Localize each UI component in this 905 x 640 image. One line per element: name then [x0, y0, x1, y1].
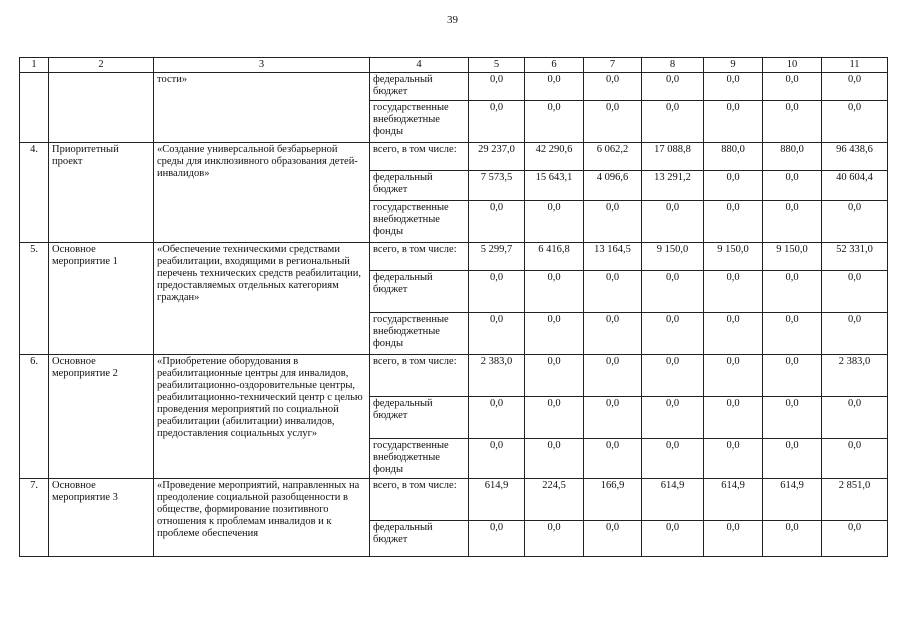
- value-cell: 0,0: [763, 439, 822, 479]
- value-cell: 0,0: [469, 397, 525, 439]
- value-cell: 0,0: [642, 355, 704, 397]
- value-cell: 4 096,6: [584, 171, 642, 201]
- value-cell: 614,9: [469, 479, 525, 521]
- value-cell: 0,0: [822, 313, 888, 355]
- funding-source: государственные внебюджетные фонды: [370, 101, 469, 143]
- value-cell: 0,0: [822, 521, 888, 557]
- value-cell: 0,0: [642, 101, 704, 143]
- value-cell: 0,0: [822, 201, 888, 243]
- value-cell: 0,0: [525, 73, 584, 101]
- value-cell: 0,0: [763, 73, 822, 101]
- value-cell: 166,9: [584, 479, 642, 521]
- value-cell: 0,0: [822, 397, 888, 439]
- value-cell: 0,0: [763, 101, 822, 143]
- value-cell: 0,0: [704, 313, 763, 355]
- funding-source: федеральный бюджет: [370, 73, 469, 101]
- value-cell: 0,0: [525, 101, 584, 143]
- value-cell: 0,0: [642, 313, 704, 355]
- column-number: 9: [704, 58, 763, 73]
- value-cell: 0,0: [704, 101, 763, 143]
- table-row: [20, 355, 888, 397]
- funding-source: государственные внебюджетные фонды: [370, 439, 469, 479]
- item-description: «Обеспечение техническими средствами реабилитации, входящими в региональный перечень технических средств реабилитации, предоставляемых отдельных категориям граждан»: [154, 243, 370, 355]
- value-cell: 0,0: [642, 201, 704, 243]
- item-type: [49, 73, 154, 143]
- value-cell: 0,0: [763, 355, 822, 397]
- value-cell: 29 237,0: [469, 143, 525, 171]
- item-description: тости»: [154, 73, 370, 143]
- value-cell: 0,0: [704, 201, 763, 243]
- value-cell: 0,0: [584, 201, 642, 243]
- table-row: [20, 479, 888, 521]
- value-cell: 5 299,7: [469, 243, 525, 271]
- value-cell: 2 851,0: [822, 479, 888, 521]
- value-cell: 17 088,8: [642, 143, 704, 171]
- funding-source: всего, в том числе:: [370, 355, 469, 397]
- value-cell: 0,0: [642, 73, 704, 101]
- column-number: 6: [525, 58, 584, 73]
- value-cell: 0,0: [584, 73, 642, 101]
- table-row: [20, 73, 888, 101]
- value-cell: 0,0: [469, 271, 525, 313]
- value-cell: 42 290,6: [525, 143, 584, 171]
- value-cell: 0,0: [525, 201, 584, 243]
- column-number: 4: [370, 58, 469, 73]
- value-cell: 0,0: [525, 355, 584, 397]
- value-cell: 0,0: [704, 521, 763, 557]
- value-cell: 0,0: [525, 521, 584, 557]
- value-cell: 0,0: [469, 73, 525, 101]
- column-number: 1: [20, 58, 49, 73]
- value-cell: 0,0: [704, 397, 763, 439]
- value-cell: 7 573,5: [469, 171, 525, 201]
- value-cell: 0,0: [584, 439, 642, 479]
- column-number: 10: [763, 58, 822, 73]
- item-description: «Создание универсальной безбарьерной среды для инклюзивного образования детей-инвалидов»: [154, 143, 370, 243]
- value-cell: 0,0: [822, 101, 888, 143]
- column-number: 2: [49, 58, 154, 73]
- value-cell: 0,0: [642, 521, 704, 557]
- value-cell: 9 150,0: [704, 243, 763, 271]
- item-type: Приоритетный проект: [49, 143, 154, 243]
- value-cell: 0,0: [525, 439, 584, 479]
- value-cell: 9 150,0: [763, 243, 822, 271]
- value-cell: 0,0: [584, 271, 642, 313]
- item-number: [20, 73, 49, 143]
- column-number: 3: [154, 58, 370, 73]
- funding-source: всего, в том числе:: [370, 243, 469, 271]
- value-cell: 0,0: [763, 397, 822, 439]
- value-cell: 0,0: [822, 271, 888, 313]
- value-cell: 614,9: [642, 479, 704, 521]
- value-cell: 0,0: [584, 101, 642, 143]
- value-cell: 9 150,0: [642, 243, 704, 271]
- value-cell: 0,0: [704, 271, 763, 313]
- value-cell: 614,9: [704, 479, 763, 521]
- value-cell: 0,0: [469, 201, 525, 243]
- value-cell: 0,0: [525, 271, 584, 313]
- value-cell: 0,0: [584, 397, 642, 439]
- value-cell: 2 383,0: [469, 355, 525, 397]
- value-cell: 224,5: [525, 479, 584, 521]
- value-cell: 0,0: [704, 355, 763, 397]
- value-cell: 0,0: [525, 313, 584, 355]
- value-cell: 880,0: [763, 143, 822, 171]
- page-number: 39: [447, 14, 458, 26]
- value-cell: 0,0: [584, 313, 642, 355]
- value-cell: 0,0: [763, 521, 822, 557]
- value-cell: 0,0: [763, 201, 822, 243]
- funding-source: государственные внебюджетные фонды: [370, 201, 469, 243]
- value-cell: 0,0: [469, 313, 525, 355]
- value-cell: 0,0: [525, 397, 584, 439]
- value-cell: 880,0: [704, 143, 763, 171]
- value-cell: 0,0: [642, 271, 704, 313]
- value-cell: 6 416,8: [525, 243, 584, 271]
- value-cell: 0,0: [704, 73, 763, 101]
- funding-source: всего, в том числе:: [370, 479, 469, 521]
- item-number: 5.: [20, 243, 49, 355]
- item-type: Основное мероприятие 3: [49, 479, 154, 557]
- column-number-row: [20, 58, 888, 73]
- value-cell: 13 291,2: [642, 171, 704, 201]
- value-cell: 0,0: [763, 271, 822, 313]
- funding-source: государственные внебюджетные фонды: [370, 313, 469, 355]
- budget-table: [19, 57, 888, 557]
- funding-source: федеральный бюджет: [370, 171, 469, 201]
- value-cell: 0,0: [584, 355, 642, 397]
- value-cell: 0,0: [642, 397, 704, 439]
- funding-source: федеральный бюджет: [370, 397, 469, 439]
- value-cell: 0,0: [469, 439, 525, 479]
- value-cell: 13 164,5: [584, 243, 642, 271]
- funding-source: федеральный бюджет: [370, 271, 469, 313]
- value-cell: 0,0: [763, 313, 822, 355]
- column-number: 8: [642, 58, 704, 73]
- value-cell: 0,0: [642, 439, 704, 479]
- value-cell: 614,9: [763, 479, 822, 521]
- funding-source: всего, в том числе:: [370, 143, 469, 171]
- item-number: 7.: [20, 479, 49, 557]
- value-cell: 15 643,1: [525, 171, 584, 201]
- value-cell: 0,0: [822, 73, 888, 101]
- column-number: 7: [584, 58, 642, 73]
- value-cell: 0,0: [704, 439, 763, 479]
- item-number: 6.: [20, 355, 49, 479]
- value-cell: 0,0: [469, 101, 525, 143]
- value-cell: 96 438,6: [822, 143, 888, 171]
- item-type: Основное мероприятие 1: [49, 243, 154, 355]
- value-cell: 0,0: [584, 521, 642, 557]
- value-cell: 0,0: [763, 171, 822, 201]
- item-description: «Приобретение оборудования в реабилитационные центры для инвалидов, реабилитационно-оздоровительные центры, реабилитационно-технический центр с целью проведения мероприятий по социальной реабилитации (абилитации) инвалидов, предоставления социальных услуг»: [154, 355, 370, 479]
- item-type: Основное мероприятие 2: [49, 355, 154, 479]
- table-row: [20, 243, 888, 271]
- value-cell: 0,0: [822, 439, 888, 479]
- value-cell: 6 062,2: [584, 143, 642, 171]
- value-cell: 0,0: [704, 171, 763, 201]
- value-cell: 40 604,4: [822, 171, 888, 201]
- item-number: 4.: [20, 143, 49, 243]
- table-row: [20, 143, 888, 171]
- value-cell: 2 383,0: [822, 355, 888, 397]
- value-cell: 0,0: [469, 521, 525, 557]
- funding-source: федеральный бюджет: [370, 521, 469, 557]
- column-number: 5: [469, 58, 525, 73]
- value-cell: 52 331,0: [822, 243, 888, 271]
- item-description: «Проведение мероприятий, направленных на преодоление социальной разобщенности в обществе, формирование позитивного отношения к проблемам инвалидов и к проблеме обеспечения: [154, 479, 370, 557]
- table-body: [20, 58, 888, 557]
- column-number: 11: [822, 58, 888, 73]
